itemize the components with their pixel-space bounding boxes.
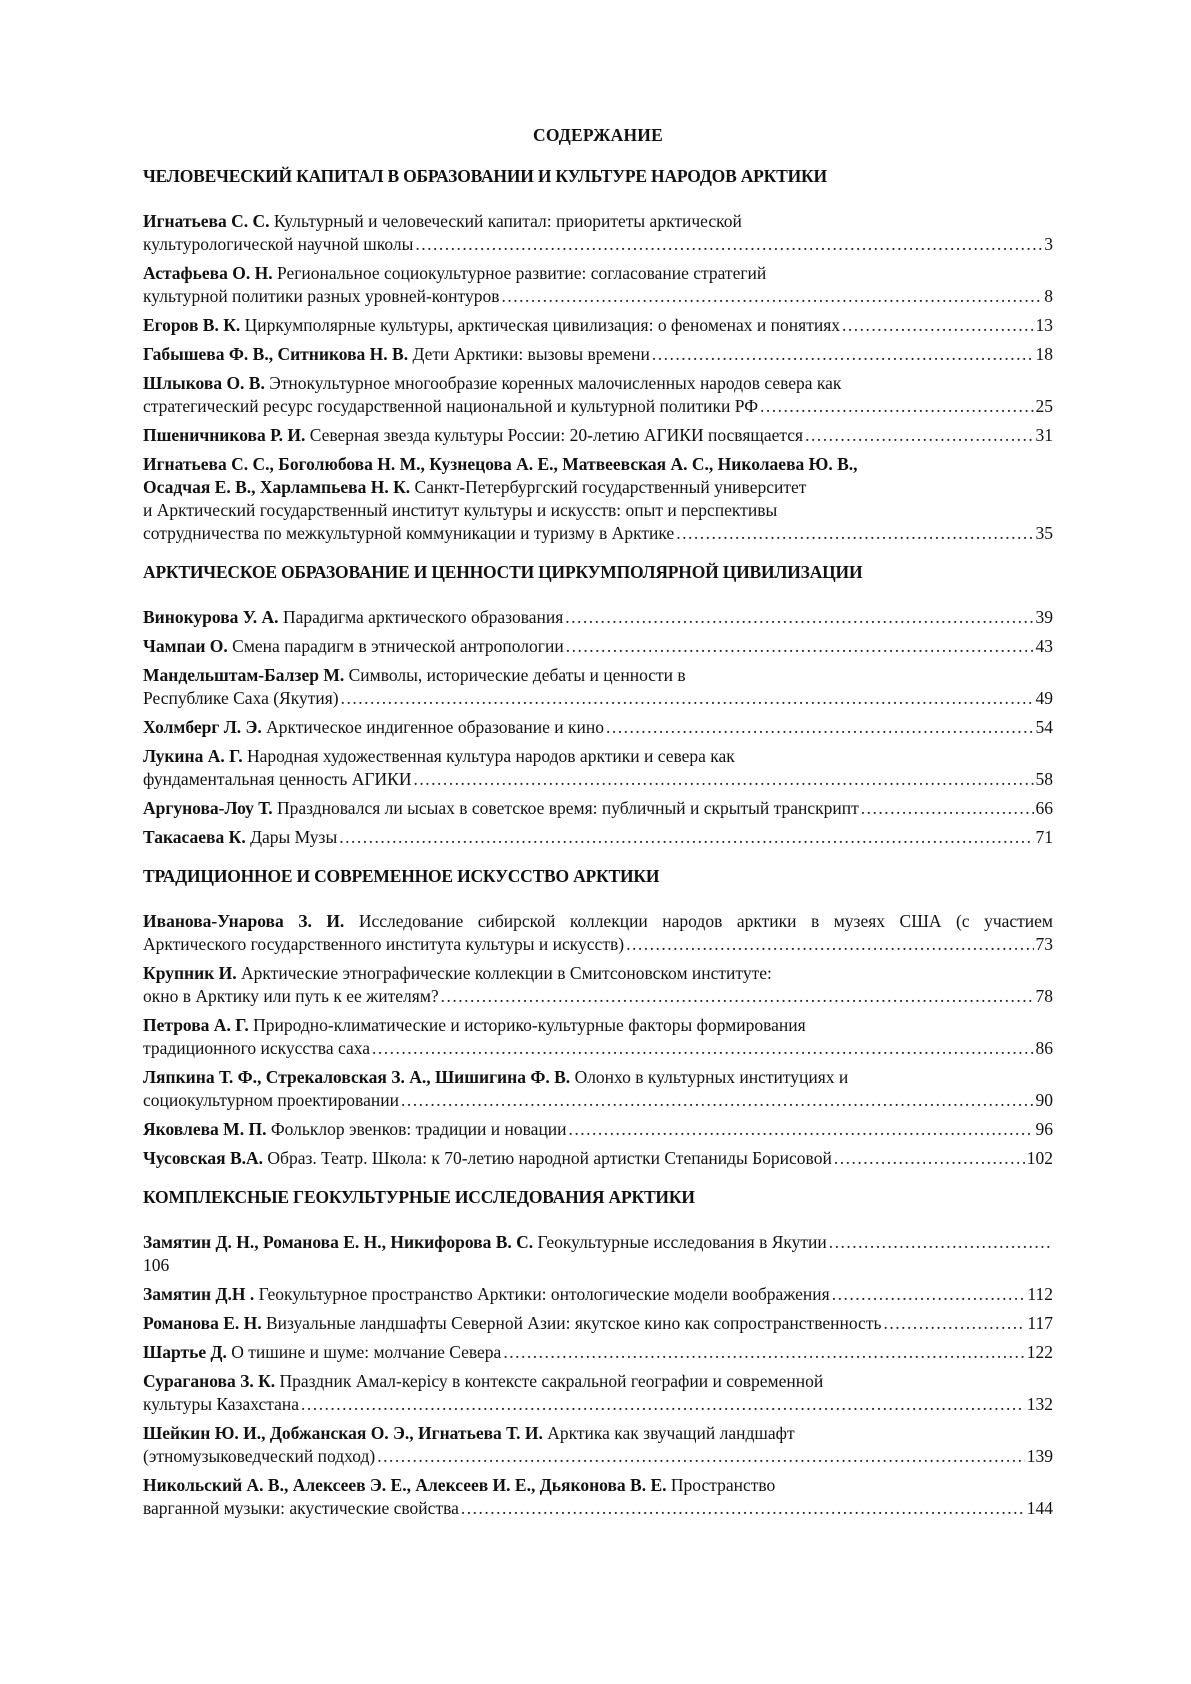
entry-text [143, 1393, 299, 1416]
entry-text [143, 1037, 370, 1060]
entry-line [143, 985, 1053, 1008]
toc-entry[interactable] [143, 1422, 1053, 1468]
entry-authors: Иванова-Унарова З. И. [143, 911, 345, 931]
toc-section [143, 1186, 1053, 1520]
toc-entry[interactable] [143, 635, 1053, 658]
toc-entry[interactable] [143, 797, 1053, 820]
section-title: ЧЕЛОВЕЧЕСКИЙ КАПИТАЛ В ОБРАЗОВАНИИ И КУЛЬТУРЕ НАРОДОВ АРКТИКИ [143, 166, 827, 186]
dot-leader [566, 635, 1034, 658]
entry-line [143, 1445, 1053, 1468]
dot-leader [339, 826, 1033, 849]
page-number: 122 [1026, 1342, 1053, 1362]
page-number: 132 [1026, 1394, 1053, 1414]
toc-entry[interactable] [143, 1147, 1053, 1170]
entry-authors: Замятин Д. Н., Романова Е. Н., Никифорова В. С. [143, 1232, 534, 1252]
toc-entry[interactable] [143, 424, 1053, 447]
dot-leader [606, 716, 1034, 739]
toc-section [143, 865, 1053, 1170]
table-of-contents [143, 124, 1053, 1536]
page-number: 31 [1035, 425, 1053, 445]
entry-text [143, 606, 563, 629]
dot-leader [501, 285, 1042, 308]
toc-entry[interactable] [143, 962, 1053, 1008]
dot-leader [401, 1089, 1034, 1112]
toc-entry[interactable] [143, 745, 1053, 791]
toc-entry[interactable] [143, 606, 1053, 629]
entry-authors: Такасаева К. [143, 827, 246, 847]
entry-line [143, 1118, 1053, 1141]
entry-text [143, 985, 439, 1008]
entry-text [143, 233, 413, 256]
entry-title: Арктическое индигенное образование и кино [266, 717, 604, 737]
entry-authors: Астафьева О. Н. [143, 263, 273, 283]
entry-authors: Никольский А. В., Алексеев Э. Е., Алексеев И. Е., Дьяконова В. Е. [143, 1475, 667, 1495]
dot-leader [503, 1341, 1024, 1364]
entry-text [143, 1341, 501, 1364]
entry-text [143, 1312, 881, 1335]
entry-title: Культурный и человеческий капитал: приоритеты арктической [273, 211, 742, 231]
entry-authors: Егоров В. К. [143, 315, 241, 335]
page-number: 144 [1026, 1498, 1053, 1518]
entry-title: Природно-климатические и историко-культурные факторы формирования [253, 1015, 806, 1035]
entry-line [143, 1370, 1053, 1393]
entry-text [143, 424, 803, 447]
entry-title: Олонхо в культурных институциях и [574, 1067, 849, 1087]
page-number: 66 [1035, 798, 1053, 818]
entry-title: Образ. Театр. Школа: к 70-летию народной артистки Степаниды Борисовой [267, 1148, 832, 1168]
entry-text [143, 285, 499, 308]
entry-line [143, 1014, 1053, 1037]
entry-authors: Винокурова У. А. [143, 607, 279, 627]
page-number: 43 [1035, 636, 1053, 656]
dot-leader [842, 314, 1033, 337]
entry-text [143, 314, 840, 337]
entry-title: Этнокультурное многообразие коренных малочисленных народов севера как [269, 373, 842, 393]
dot-leader [301, 1393, 1025, 1416]
dot-leader [805, 424, 1033, 447]
entry-title: Праздновался ли ысыах в советское время: публичный и скрытый транскрипт [276, 798, 859, 818]
entry-line [143, 1089, 1053, 1112]
toc-entry[interactable] [143, 1341, 1053, 1364]
entry-authors: Шейкин Ю. И., Добжанская О. Э., Игнатьева Т. И. [143, 1423, 543, 1443]
entry-title: Арктика как звучащий ландшафт [547, 1423, 795, 1443]
page-number: 106 [143, 1255, 170, 1275]
entry-title: Геокультурное пространство Арктики: онтологические модели воображения [258, 1284, 830, 1304]
toc-entry[interactable] [143, 716, 1053, 739]
toc-entry[interactable] [143, 1014, 1053, 1060]
entry-text [143, 1283, 830, 1306]
entry-text [143, 635, 564, 658]
toc-entry[interactable] [143, 314, 1053, 337]
entry-authors: Ляпкина Т. Ф., Стрекаловская З. А., Шишигина Ф. В. [143, 1067, 571, 1087]
entry-title: Арктического государственного института культуры и искусств) [143, 934, 625, 954]
entry-text [143, 1497, 459, 1520]
toc-entry[interactable] [143, 1312, 1053, 1335]
entry-line [143, 768, 1053, 791]
entry-line [143, 1147, 1053, 1170]
entry-text [143, 1089, 399, 1112]
toc-entry[interactable] [143, 1283, 1053, 1306]
entry-line [143, 476, 1053, 499]
entry-text [143, 343, 650, 366]
page-number: 58 [1035, 769, 1053, 789]
dot-leader [461, 1497, 1025, 1520]
entry-title: Дары Музы [250, 827, 338, 847]
entry-authors: Романова Е. Н. [143, 1313, 262, 1333]
dot-leader [676, 522, 1033, 545]
entry-line [143, 343, 1053, 366]
dot-leader [834, 1147, 1025, 1170]
entry-title: Региональное социокультурное развитие: согласование стратегий [276, 263, 767, 283]
entry-title: Геокультурные исследования в Якутии [537, 1232, 827, 1252]
page-title: СОДЕРЖАНИЕ [532, 125, 663, 145]
page-number: 54 [1035, 717, 1053, 737]
entry-line [143, 424, 1053, 447]
entry-line [143, 499, 1053, 522]
entry-authors: Игнатьева С. С. [143, 211, 270, 231]
dot-leader [861, 797, 1034, 820]
toc-entry[interactable] [143, 826, 1053, 849]
entry-title: варганной музыки: акустические свойства [143, 1498, 459, 1518]
entry-line [143, 826, 1053, 849]
entry-title: традиционного искусства саха [143, 1038, 371, 1058]
entry-authors: Шартье Д. [143, 1342, 227, 1362]
entry-line [143, 1231, 1053, 1254]
entry-line [143, 1254, 1053, 1277]
entry-title: культурологической научной школы [143, 234, 414, 254]
entry-title: Фольклор эвенков: традиции и новации [270, 1119, 567, 1139]
entry-title: сотрудничества по межкультурной коммуникации и туризму в Арктике [143, 523, 675, 543]
entry-title: Исследование сибирской коллекции народов арктики в музеях США (с участием [358, 911, 1054, 931]
page-number: 71 [1035, 827, 1053, 847]
toc-entry[interactable] [143, 453, 1053, 545]
dot-leader [626, 933, 1033, 956]
entry-title: Республике Саха (Якутия) [143, 688, 339, 708]
entry-line [143, 233, 1053, 256]
entry-text [143, 797, 859, 820]
entry-title: социокультурном проектировании [143, 1090, 399, 1110]
toc-entry[interactable] [143, 262, 1053, 308]
entry-title: культурной политики разных уровней-контуров [143, 286, 500, 306]
dot-leader [829, 1231, 1051, 1254]
entry-line [143, 314, 1053, 337]
entry-text [143, 522, 674, 545]
entry-authors: Холмберг Л. Э. [143, 717, 262, 737]
toc-section [143, 561, 1053, 849]
section-title: ТРАДИЦИОННОЕ И СОВРЕМЕННОЕ ИСКУССТВО АРКТИКИ [143, 866, 660, 886]
toc-section [143, 165, 1053, 545]
dot-leader [565, 606, 1033, 629]
entry-authors: Сураганова З. К. [143, 1371, 276, 1391]
entry-line [143, 933, 1053, 956]
page-number: 102 [1026, 1148, 1053, 1168]
entry-text [143, 1147, 832, 1170]
entry-text [143, 933, 624, 956]
entry-text [143, 1118, 567, 1141]
entry-line [143, 262, 1053, 285]
section-title: АРКТИЧЕСКОЕ ОБРАЗОВАНИЕ И ЦЕННОСТИ ЦИРКУМПОЛЯРНОЙ ЦИВИЛИЗАЦИИ [143, 562, 863, 582]
entry-authors: Петрова А. Г. [143, 1015, 249, 1035]
entry-authors: Габышева Ф. В., Ситникова Н. В. [143, 344, 409, 364]
entry-line [143, 716, 1053, 739]
page-number: 3 [1044, 234, 1053, 254]
toc-sections [143, 165, 1053, 1520]
entry-authors: Игнатьева С. С., Боголюбова Н. М., Кузнецова А. Е., Матвеевская А. С., Николаева Ю. В., [143, 454, 858, 474]
entry-line [143, 797, 1053, 820]
entry-line [143, 210, 1053, 233]
entry-line [143, 1341, 1053, 1364]
entry-title: Северная звезда культуры России: 20-летию АГИКИ посвящается [309, 425, 804, 445]
entry-authors: Аргунова-Лоу Т. [143, 798, 273, 818]
entry-line [143, 1393, 1053, 1416]
entry-line [143, 910, 1053, 933]
entry-text [143, 768, 411, 791]
entry-title: (этномузыковедческий подход) [143, 1446, 376, 1466]
entry-title: Праздник Амал-керісу в контексте сакральной географии и современной [279, 1371, 824, 1391]
dot-leader [372, 1037, 1033, 1060]
entry-line [143, 664, 1053, 687]
dot-leader [832, 1283, 1026, 1306]
toc-entry[interactable] [143, 1118, 1053, 1141]
page-number: 39 [1035, 607, 1053, 627]
page-number: 112 [1027, 1284, 1053, 1304]
entry-authors: Чампаи О. [143, 636, 228, 656]
page-number: 139 [1026, 1446, 1053, 1466]
dot-leader [883, 1312, 1025, 1335]
dot-leader [413, 768, 1033, 791]
toc-entry[interactable] [143, 1066, 1053, 1112]
entry-line [143, 453, 1053, 476]
toc-entry[interactable] [143, 343, 1053, 366]
page-number: 96 [1035, 1119, 1053, 1139]
entry-authors: Осадчая Е. В., Харлампьева Н. К. [143, 477, 411, 497]
page-number: 18 [1035, 344, 1053, 364]
page-number: 78 [1035, 986, 1053, 1006]
entry-authors: Пшеничникова Р. И. [143, 425, 306, 445]
toc-entry[interactable] [143, 910, 1053, 956]
page-number: 86 [1035, 1038, 1053, 1058]
entry-title: окно в Арктику или путь к ее жителям? [143, 986, 439, 1006]
dot-leader [377, 1445, 1025, 1468]
entry-title: культуры Казахстана [143, 1394, 299, 1414]
page-number: 73 [1035, 934, 1053, 954]
entry-title: стратегический ресурс государственной национальной и культурной политики РФ [143, 396, 759, 416]
entry-title: Дети Арктики: вызовы времени [412, 344, 650, 364]
entry-title: Пространство [670, 1475, 776, 1495]
entry-text [143, 716, 604, 739]
toc-entry[interactable] [143, 1474, 1053, 1520]
entry-line [143, 1283, 1053, 1306]
entry-title: Смена парадигм в этнической антропологии [232, 636, 564, 656]
entry-line [143, 285, 1053, 308]
entry-line [143, 687, 1053, 710]
entry-line [143, 635, 1053, 658]
entry-text [143, 826, 337, 849]
entry-authors: Шлыкова О. В. [143, 373, 265, 393]
dot-leader [341, 687, 1034, 710]
dot-leader [760, 395, 1033, 418]
entry-title: Символы, исторические дебаты и ценности в [348, 665, 686, 685]
entry-title: Циркумполярные культуры, арктическая цивилизация: о феноменах и понятиях [244, 315, 841, 335]
entry-title: Парадигма арктического образования [282, 607, 564, 627]
dot-leader [652, 343, 1034, 366]
entry-authors: Чусовская В.А. [143, 1148, 264, 1168]
entry-line [143, 522, 1053, 545]
entry-authors: Крупник И. [143, 963, 237, 983]
entry-authors: Замятин Д.Н . [143, 1284, 255, 1304]
toc-entry[interactable] [143, 372, 1053, 418]
page-number: 90 [1035, 1090, 1053, 1110]
entry-title: и Арктический государственный институт культуры и искусств: опыт и перспективы [143, 500, 778, 520]
dot-leader [441, 985, 1034, 1008]
toc-entry[interactable] [143, 1231, 1053, 1277]
section-title: КОМПЛЕКСНЫЕ ГЕОКУЛЬТУРНЫЕ ИССЛЕДОВАНИЯ АРКТИКИ [143, 1187, 695, 1207]
entry-line [143, 606, 1053, 629]
entry-text [143, 1231, 827, 1254]
page-number: 49 [1035, 688, 1053, 708]
dot-leader [415, 233, 1042, 256]
entry-title: Санкт-Петербургский государственный университет [414, 477, 807, 497]
entry-title: Народная художественная культура народов арктики и севера как [247, 746, 735, 766]
entry-text [143, 687, 339, 710]
dot-leader [569, 1118, 1034, 1141]
entry-authors: Мандельштам-Балзер М. [143, 665, 345, 685]
toc-entry[interactable] [143, 1370, 1053, 1416]
page-number: 25 [1035, 396, 1053, 416]
entry-title: фундаментальная ценность АГИКИ [143, 769, 412, 789]
toc-entry[interactable] [143, 210, 1053, 256]
entry-text [143, 1445, 375, 1468]
entry-line [143, 745, 1053, 768]
page-number: 13 [1035, 315, 1053, 335]
entry-authors: Лукина А. Г. [143, 746, 243, 766]
entry-line [143, 962, 1053, 985]
entry-line [143, 1037, 1053, 1060]
entry-line [143, 1066, 1053, 1089]
entry-line [143, 1422, 1053, 1445]
entry-authors: Яковлева М. П. [143, 1119, 267, 1139]
entry-title: О тишине и шуме: молчание Севера [231, 1342, 502, 1362]
page-number: 117 [1027, 1313, 1053, 1333]
toc-entry[interactable] [143, 664, 1053, 710]
entry-line [143, 372, 1053, 395]
entry-title: Арктические этнографические коллекции в Смитсоновском институте: [241, 963, 772, 983]
page-number: 35 [1035, 523, 1053, 543]
entry-text [143, 395, 758, 418]
entry-line [143, 1474, 1053, 1497]
entry-line [143, 1497, 1053, 1520]
entry-line [143, 395, 1053, 418]
entry-title: Визуальные ландшафты Северной Азии: якутское кино как сопространственность [265, 1313, 882, 1333]
page-number: 8 [1044, 286, 1053, 306]
entry-line [143, 1312, 1053, 1335]
